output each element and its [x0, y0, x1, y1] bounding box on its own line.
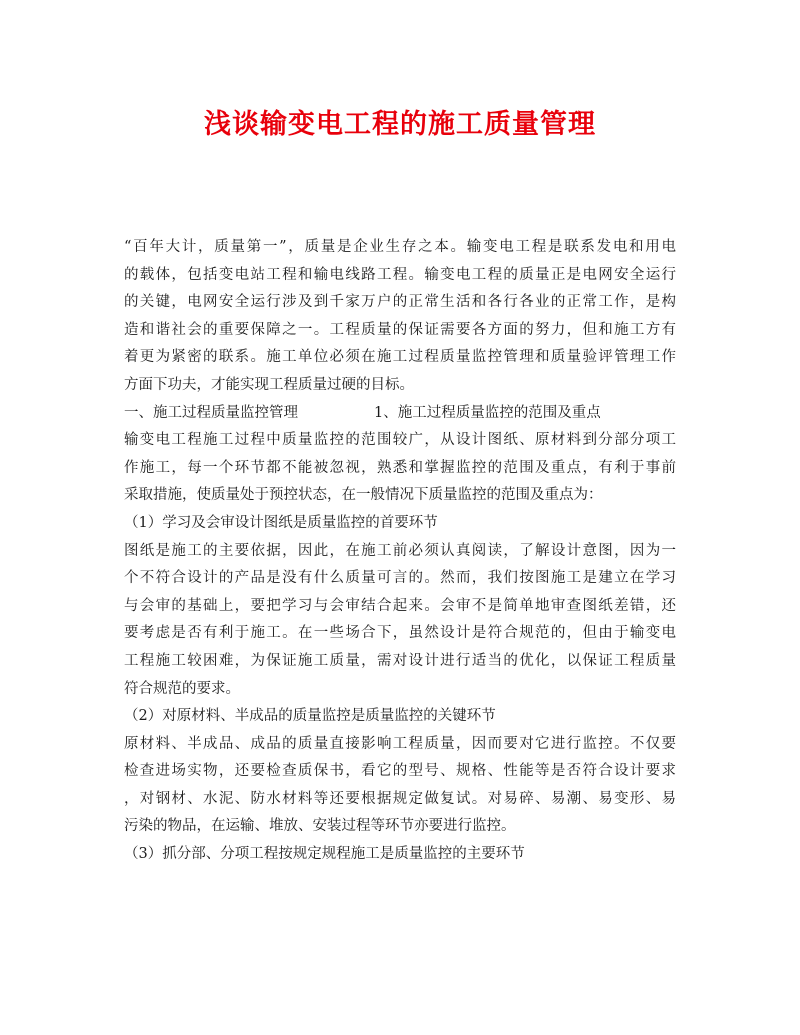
paragraph-line: 原材料、半成品、成品的质量直接影响工程质量，因而要对它进行监控。不仅要 [124, 735, 676, 752]
paragraph-line: 要考虑是否有利于施工。在一些场合下，虽然设计是符合规范的，但由于输变电 [124, 625, 676, 642]
paragraph-line: 个不符合设计的产品是没有什么质量可言的。然而，我们按图施工是建立在学习 [124, 570, 676, 587]
paragraph-line: 造和谐社会的重要保障之一。工程质量的保证需要各方面的努力，但和施工方有 [124, 321, 676, 338]
paragraph-line: 与会审的基础上，要把学习与会审结合起来。会审不是简单地审查图纸差错，还 [124, 597, 676, 614]
paragraph-line: 作施工，每一个环节都不能被忽视，熟悉和掌握监控的范围及重点，有利于事前 [124, 459, 676, 476]
paragraph-line: ，对钢材、水泥、防水材料等还要根据规定做复试。对易碎、易潮、易变形、易 [124, 790, 676, 807]
item2-paragraph [124, 731, 676, 841]
paragraph-line: 工程施工较困难，为保证施工质量，需对设计进行适当的优化，以保证工程质量 [124, 652, 676, 669]
paragraph-line: 符合规范的要求。 [124, 680, 240, 697]
section1-sub1-heading: 1、施工过程质量监控的范围及重点 [374, 404, 601, 421]
scope-paragraph [124, 427, 676, 510]
paragraph-line: 方面下功夫，才能实现工程质量过硬的目标。 [124, 376, 414, 393]
paragraph-line: 的载体，包括变电站工程和输电线路工程。输变电工程的质量正是电网安全运行 [124, 266, 676, 283]
paragraph-line: 的关键，电网安全运行涉及到千家万户的正常生活和各行各业的正常工作，是构 [124, 294, 676, 311]
section1-heading: 一、施工过程质量监控管理 [124, 404, 298, 421]
item2-heading: （2）对原材料、半成品的质量监控是质量监控的关键环节 [124, 708, 496, 725]
paragraph-line: 输变电工程施工过程中质量监控的范围较广，从设计图纸、原材料到分部分项工 [124, 432, 676, 449]
paragraph-line: 着更为紧密的联系。施工单位必须在施工过程质量监控管理和质量验评管理工作 [124, 349, 676, 366]
document-body [124, 234, 676, 869]
paragraph-line: 采取措施，使质量处于预控状态，在一般情况下质量监控的范围及重点为： [124, 487, 603, 504]
item1-heading: （1）学习及会审设计图纸是质量监控的首要环节 [124, 514, 438, 531]
item1-paragraph [124, 538, 676, 704]
paragraph-line: “百年大计，质量第一”，质量是企业生存之本。输变电工程是联系发电和用电 [124, 239, 676, 255]
paragraph-line: 检查进场实物，还要检查质保书，看它的型号、规格、性能等是否符合设计要求 [124, 763, 676, 780]
item3-heading: （3）抓分部、分项工程按规定规程施工是质量监控的主要环节 [124, 846, 525, 863]
section-heading-row [124, 400, 676, 428]
intro-paragraph [124, 234, 676, 400]
paragraph-line: 污染的物品，在运输、堆放、安装过程等环节亦要进行监控。 [124, 818, 516, 835]
paragraph-line: 图纸是施工的主要依据，因此，在施工前必须认真阅读，了解设计意图，因为一 [124, 542, 676, 559]
document-title: 浅谈输变电工程的施工质量管理 [204, 109, 596, 140]
